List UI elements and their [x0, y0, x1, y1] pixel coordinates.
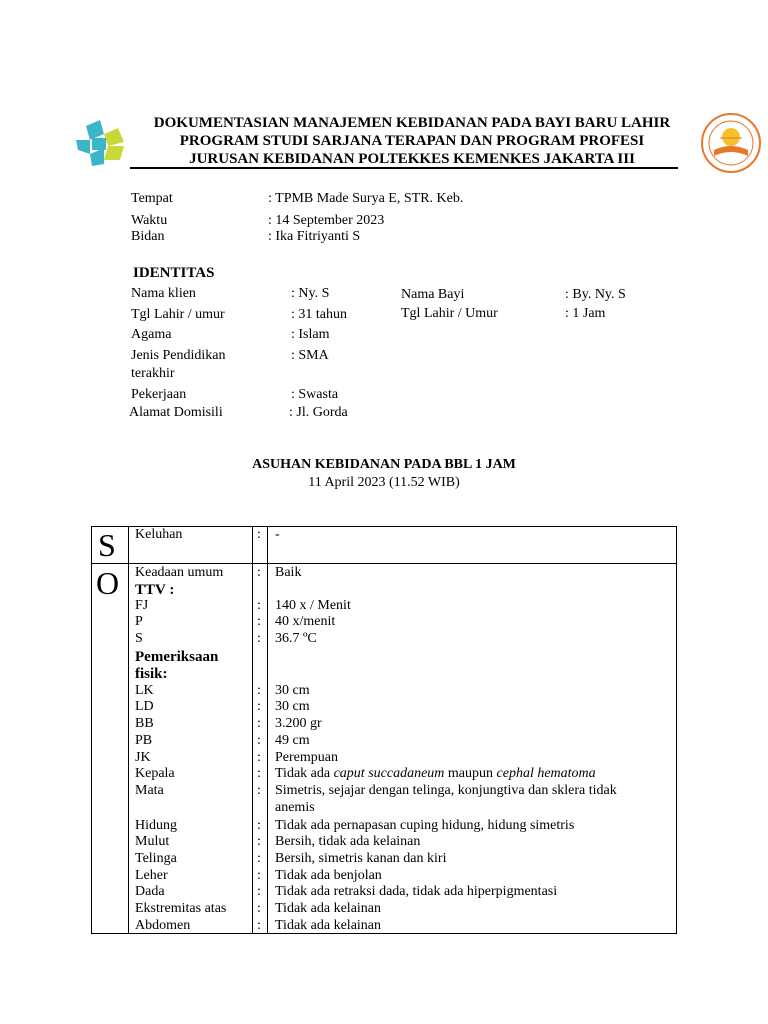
- identitas-label-tgl-bayi: Tgl Lahir / Umur: [401, 306, 498, 321]
- table-row: [0, 733, 768, 749]
- poltekkes-logo: [700, 112, 762, 174]
- info-label-tempat: Tempat: [131, 191, 173, 206]
- row-label: Mulut: [135, 834, 170, 849]
- row-label: Kepala: [135, 766, 175, 781]
- row-label: BB: [135, 716, 154, 731]
- row-value: Tidak ada retraksi dada, tidak ada hiperpigmentasi: [275, 884, 558, 899]
- row-value-part: Tidak ada: [275, 766, 334, 781]
- identitas-value-pendidikan: : SMA: [291, 348, 329, 363]
- table-row: [0, 901, 768, 917]
- identitas-value-alamat: : Jl. Gorda: [289, 405, 348, 420]
- row-label: PB: [135, 733, 153, 748]
- identitas-label-pekerjaan: Pekerjaan: [131, 387, 187, 402]
- table-row: [0, 598, 768, 614]
- row-colon: :: [257, 851, 261, 866]
- soap-letter-o: O: [96, 565, 120, 601]
- table-row: [0, 834, 768, 850]
- identitas-label-pendidikan-2: terakhir: [131, 366, 175, 381]
- row-label: TTV :: [135, 582, 175, 598]
- row-colon: :: [257, 868, 261, 883]
- header-title-line2: PROGRAM STUDI SARJANA TERAPAN DAN PROGRAM PROFESI: [179, 133, 645, 149]
- table-row: [0, 884, 768, 900]
- row-colon: :: [257, 527, 261, 542]
- row-colon: :: [257, 818, 261, 833]
- identitas-value-nama-bayi: : By. Ny. S: [565, 287, 626, 302]
- row-label: Dada: [135, 884, 165, 899]
- row-value: Perempuan: [275, 750, 338, 765]
- row-colon: :: [257, 766, 261, 781]
- table-row: [0, 918, 768, 934]
- table-row: [0, 766, 768, 782]
- table-row: [0, 649, 768, 665]
- identitas-label-pendidikan: Jenis Pendidikan: [131, 348, 226, 363]
- table-row: [0, 716, 768, 732]
- header-title-line3: JURUSAN KEBIDANAN POLTEKKES KEMENKES JAKARTA III: [189, 151, 635, 167]
- row-value: 40 x/menit: [275, 614, 336, 629]
- identitas-label-nama-bayi: Nama Bayi: [401, 287, 465, 302]
- info-value-waktu: : 14 September 2023: [268, 213, 385, 228]
- table-row: [0, 614, 768, 630]
- row-value: Simetris, sejajar dengan telinga, konjungtiva dan sklera tidak: [275, 783, 617, 798]
- asuhan-title: ASUHAN KEBIDANAN PADA BBL 1 JAM: [252, 457, 516, 472]
- row-colon: :: [257, 699, 261, 714]
- table-row-divider: [91, 563, 677, 564]
- table-row: [0, 527, 768, 543]
- identitas-label-agama: Agama: [131, 327, 172, 342]
- table-row: [0, 683, 768, 699]
- table-row: [0, 699, 768, 715]
- header-title-line1: DOKUMENTASIAN MANAJEMEN KEBIDANAN PADA BAYI BARU LAHIR: [153, 115, 671, 131]
- row-label: Abdomen: [135, 918, 191, 933]
- row-colon: :: [257, 884, 261, 899]
- row-label: Telinga: [135, 851, 177, 866]
- info-label-bidan: Bidan: [131, 229, 165, 244]
- row-colon: :: [257, 901, 261, 916]
- info-value-bidan: : Ika Fitriyanti S: [268, 229, 361, 244]
- table-row: [0, 851, 768, 867]
- row-value: 3.200 gr: [275, 716, 322, 731]
- row-label: Keadaan umum: [135, 565, 224, 580]
- row-colon: :: [257, 834, 261, 849]
- identitas-value-tgl-lahir: : 31 tahun: [291, 307, 347, 322]
- identitas-value-nama-klien: : Ny. S: [291, 286, 330, 301]
- row-value: Tidak ada benjolan: [275, 868, 382, 883]
- row-label: LD: [135, 699, 154, 714]
- identitas-value-agama: : Islam: [291, 327, 330, 342]
- row-colon: :: [257, 683, 261, 698]
- row-label: Leher: [135, 868, 168, 883]
- row-colon: :: [257, 783, 261, 798]
- row-colon: :: [257, 716, 261, 731]
- identitas-value-tgl-bayi: : 1 Jam: [565, 306, 606, 321]
- identitas-label-alamat: Alamat Domisili: [129, 405, 223, 420]
- row-value-italic: cephal hematoma: [496, 766, 596, 781]
- info-label-waktu: Waktu: [131, 213, 168, 228]
- row-label: FJ: [135, 598, 149, 613]
- row-label: LK: [135, 683, 154, 698]
- row-colon: :: [257, 598, 261, 613]
- row-value: Baik: [275, 565, 302, 580]
- row-label: Keluhan: [135, 527, 183, 542]
- table-row: [0, 666, 768, 682]
- row-value: 36.7 ºC: [275, 631, 317, 646]
- table-row: [0, 868, 768, 884]
- row-label: P: [135, 614, 143, 629]
- row-label: Hidung: [135, 818, 177, 833]
- identitas-title: IDENTITAS: [133, 265, 215, 281]
- row-value: Bersih, simetris kanan dan kiri: [275, 851, 447, 866]
- row-colon: :: [257, 733, 261, 748]
- identitas-label-nama-klien: Nama klien: [131, 286, 196, 301]
- row-colon: :: [257, 750, 261, 765]
- row-value: 140 x / Menit: [275, 598, 351, 613]
- table-row: [0, 818, 768, 834]
- row-value: Tidak ada pernapasan cuping hidung, hidung simetris: [275, 818, 575, 833]
- row-value-part: maupun: [444, 766, 497, 781]
- kemenkes-logo-shape: [76, 120, 124, 166]
- row-value: 30 cm: [275, 683, 310, 698]
- identitas-label-tgl-lahir: Tgl Lahir / umur: [131, 307, 225, 322]
- row-colon: :: [257, 565, 261, 580]
- row-value: Bersih, tidak ada kelainan: [275, 834, 421, 849]
- row-value: 30 cm: [275, 699, 310, 714]
- row-colon: :: [257, 614, 261, 629]
- table-row: [0, 631, 768, 647]
- row-value: Tidak ada kelainan: [275, 918, 382, 933]
- info-value-tempat: : TPMB Made Surya E, STR. Keb.: [268, 191, 464, 206]
- row-label: JK: [135, 750, 151, 765]
- soap-letter-s: S: [98, 527, 116, 563]
- row-label: Ekstremitas atas: [135, 901, 227, 916]
- header-divider: [130, 167, 678, 169]
- row-colon: :: [257, 918, 261, 933]
- row-colon: :: [257, 631, 261, 646]
- row-value: [275, 766, 596, 782]
- row-label: fisik:: [135, 666, 168, 682]
- table-row: [0, 565, 768, 581]
- row-value-italic: caput succadaneum: [333, 766, 445, 781]
- asuhan-date: 11 April 2023 (11.52 WIB): [308, 475, 460, 490]
- table-row: [0, 582, 768, 598]
- row-label: Mata: [135, 783, 164, 798]
- row-value: -: [275, 527, 280, 542]
- row-label: S: [135, 631, 143, 646]
- kemenkes-logo: [74, 116, 130, 170]
- identitas-value-pekerjaan: : Swasta: [291, 387, 339, 402]
- table-row: [0, 783, 768, 815]
- row-value-continued: anemis: [275, 800, 315, 815]
- row-value: Tidak ada kelainan: [275, 901, 382, 916]
- row-label: Pemeriksaan: [135, 649, 219, 665]
- table-row: [0, 750, 768, 766]
- row-value: 49 cm: [275, 733, 310, 748]
